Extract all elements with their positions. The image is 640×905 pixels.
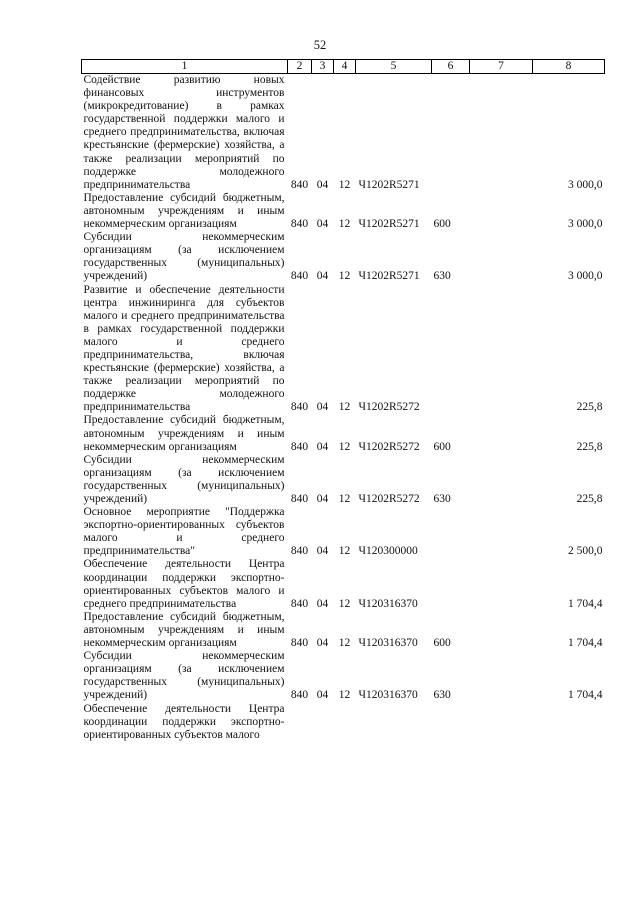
row-subsection: 12 bbox=[338, 218, 351, 231]
row-col7 bbox=[470, 558, 533, 610]
row-ministry: 840 bbox=[290, 401, 309, 414]
row-subsection: 12 bbox=[338, 270, 351, 283]
row-target-code: Ч120316370 bbox=[358, 597, 418, 610]
header-col-3: 3 bbox=[312, 60, 334, 74]
row-expense-type bbox=[432, 703, 470, 742]
table-row bbox=[82, 74, 605, 192]
row-ministry bbox=[288, 703, 312, 742]
header-col-8: 8 bbox=[533, 60, 605, 74]
row-section: 04 bbox=[316, 440, 329, 453]
row-expense-type: 630 bbox=[433, 493, 451, 505]
row-subsection: 12 bbox=[338, 493, 351, 505]
row-target-code: Ч120300000 bbox=[358, 545, 418, 558]
row-section: 04 bbox=[316, 689, 329, 702]
header-col-6: 6 bbox=[432, 60, 470, 74]
row-subsection: 12 bbox=[338, 440, 351, 453]
table-row bbox=[82, 650, 605, 702]
row-col7 bbox=[470, 454, 533, 506]
row-ministry: 840 bbox=[290, 545, 309, 558]
header-col-2: 2 bbox=[288, 60, 312, 74]
row-amount: 225,8 bbox=[576, 493, 603, 505]
row-name: Субсидии некоммерческим организациям (за исключением государственных (муниципальных) учреждений) bbox=[83, 231, 285, 283]
row-amount: 3 000,0 bbox=[568, 178, 603, 191]
row-amount: 1 704,4 bbox=[568, 689, 603, 702]
row-expense-type: 600 bbox=[433, 440, 451, 453]
row-name: Предоставление субсидий бюджетным, автономным учреждениям и иным некоммерческим организациям bbox=[83, 191, 285, 231]
table-row bbox=[82, 506, 605, 558]
table-row bbox=[82, 703, 605, 742]
row-name: Обеспечение деятельности Центра координации поддержки экспортно-ориентированных субъектов малого и среднего предпринимательства bbox=[83, 558, 285, 610]
row-ministry: 840 bbox=[290, 218, 309, 231]
table-row bbox=[82, 611, 605, 650]
row-amount: 1 704,4 bbox=[568, 597, 603, 610]
row-expense-type: 600 bbox=[433, 218, 451, 231]
row-col7 bbox=[470, 650, 533, 702]
row-name: Основное мероприятие "Поддержка экспортно-ориентированных субъектов малого и среднего предпринимательства" bbox=[83, 506, 285, 558]
row-expense-type bbox=[432, 74, 470, 192]
row-amount: 1 704,4 bbox=[568, 637, 603, 650]
row-section: 04 bbox=[316, 493, 329, 505]
row-amount: 3 000,0 bbox=[568, 218, 603, 231]
table-row bbox=[82, 558, 605, 610]
row-expense-type: 600 bbox=[433, 637, 451, 650]
row-expense-type bbox=[432, 506, 470, 558]
row-expense-type bbox=[432, 558, 470, 610]
row-col7 bbox=[470, 231, 533, 283]
row-target-code: Ч1202R5272 bbox=[358, 440, 420, 453]
row-target-code: Ч120316370 bbox=[358, 637, 418, 650]
row-col7 bbox=[470, 506, 533, 558]
table-header-row bbox=[82, 60, 605, 74]
row-ministry: 840 bbox=[290, 689, 309, 702]
row-amount: 225,8 bbox=[576, 401, 603, 414]
budget-table bbox=[81, 59, 604, 742]
row-name: Развитие и обеспечение деятельности центра инжиниринга для субъектов малого и среднего предпринимательства в рамках государственной поддержки малого и среднего предпринимательства, включая крестьянские (фермерские) хозяйства, а также реализации мероприятий по поддержке молодежного предпринимательства bbox=[83, 283, 285, 414]
row-section: 04 bbox=[316, 178, 329, 191]
row-col7 bbox=[470, 414, 533, 453]
row-target-code: Ч1202R5271 bbox=[358, 270, 420, 283]
row-target-code: Ч1202R5272 bbox=[358, 401, 420, 414]
row-col7 bbox=[470, 74, 533, 192]
row-name: Предоставление субсидий бюджетным, автономным учреждениям и иным некоммерческим организациям bbox=[83, 610, 285, 650]
row-ministry: 840 bbox=[290, 597, 309, 610]
row-subsection: 12 bbox=[338, 178, 351, 191]
table-row bbox=[82, 454, 605, 506]
row-target-code bbox=[356, 703, 432, 742]
page-number: 52 bbox=[313, 38, 327, 52]
row-target-code: Ч120316370 bbox=[358, 689, 418, 702]
header-col-4: 4 bbox=[334, 60, 356, 74]
row-subsection: 12 bbox=[338, 637, 351, 650]
header-col-1: 1 bbox=[82, 60, 288, 74]
row-expense-type bbox=[432, 284, 470, 415]
row-amount: 225,8 bbox=[576, 440, 603, 453]
row-ministry: 840 bbox=[290, 637, 309, 650]
row-expense-type: 630 bbox=[433, 270, 451, 283]
row-ministry: 840 bbox=[290, 270, 309, 283]
row-section: 04 bbox=[316, 637, 329, 650]
row-name: Предоставление субсидий бюджетным, автономным учреждениям и иным некоммерческим организациям bbox=[83, 414, 285, 453]
row-name: Субсидии некоммерческим организациям (за исключением государственных (муниципальных) учреждений) bbox=[83, 453, 285, 505]
row-target-code: Ч1202R5272 bbox=[358, 493, 420, 505]
row-subsection: 12 bbox=[338, 545, 351, 558]
row-amount: 2 500,0 bbox=[568, 545, 603, 558]
row-col7 bbox=[470, 703, 533, 742]
header-col-7: 7 bbox=[470, 60, 533, 74]
row-section bbox=[312, 703, 334, 742]
table-row bbox=[82, 231, 605, 283]
row-target-code: Ч1202R5271 bbox=[358, 218, 420, 231]
table-row bbox=[82, 192, 605, 231]
row-expense-type: 630 bbox=[433, 689, 451, 702]
row-target-code: Ч1202R5271 bbox=[358, 178, 420, 191]
row-ministry: 840 bbox=[290, 440, 309, 453]
row-name: Содействие развитию новых финансовых инструментов (микрокредитование) в рамках государственной поддержки малого и среднего предпринимательства, включая крестьянские (фермерские) хозяйства, а также реализации мероприятий по поддержке молодежного предпринимательства bbox=[83, 74, 285, 191]
row-col7 bbox=[470, 192, 533, 231]
row-section: 04 bbox=[316, 401, 329, 414]
row-name: Обеспечение деятельности Центра координации поддержки экспортно-ориентированных субъектов малого bbox=[83, 702, 285, 741]
row-subsection: 12 bbox=[338, 597, 351, 610]
row-ministry: 840 bbox=[290, 493, 309, 505]
row-ministry: 840 bbox=[290, 178, 309, 191]
row-col7 bbox=[470, 284, 533, 415]
row-section: 04 bbox=[316, 270, 329, 283]
row-section: 04 bbox=[316, 218, 329, 231]
row-subsection: 12 bbox=[338, 689, 351, 702]
row-amount bbox=[533, 703, 605, 742]
row-subsection: 12 bbox=[338, 401, 351, 414]
header-col-5: 5 bbox=[356, 60, 432, 74]
table-row bbox=[82, 414, 605, 453]
row-col7 bbox=[470, 611, 533, 650]
row-amount: 3 000,0 bbox=[568, 270, 603, 283]
row-section: 04 bbox=[316, 597, 329, 610]
table-row bbox=[82, 284, 605, 415]
row-subsection bbox=[334, 703, 356, 742]
row-section: 04 bbox=[316, 545, 329, 558]
row-name: Субсидии некоммерческим организациям (за исключением государственных (муниципальных) учреждений) bbox=[83, 650, 285, 702]
